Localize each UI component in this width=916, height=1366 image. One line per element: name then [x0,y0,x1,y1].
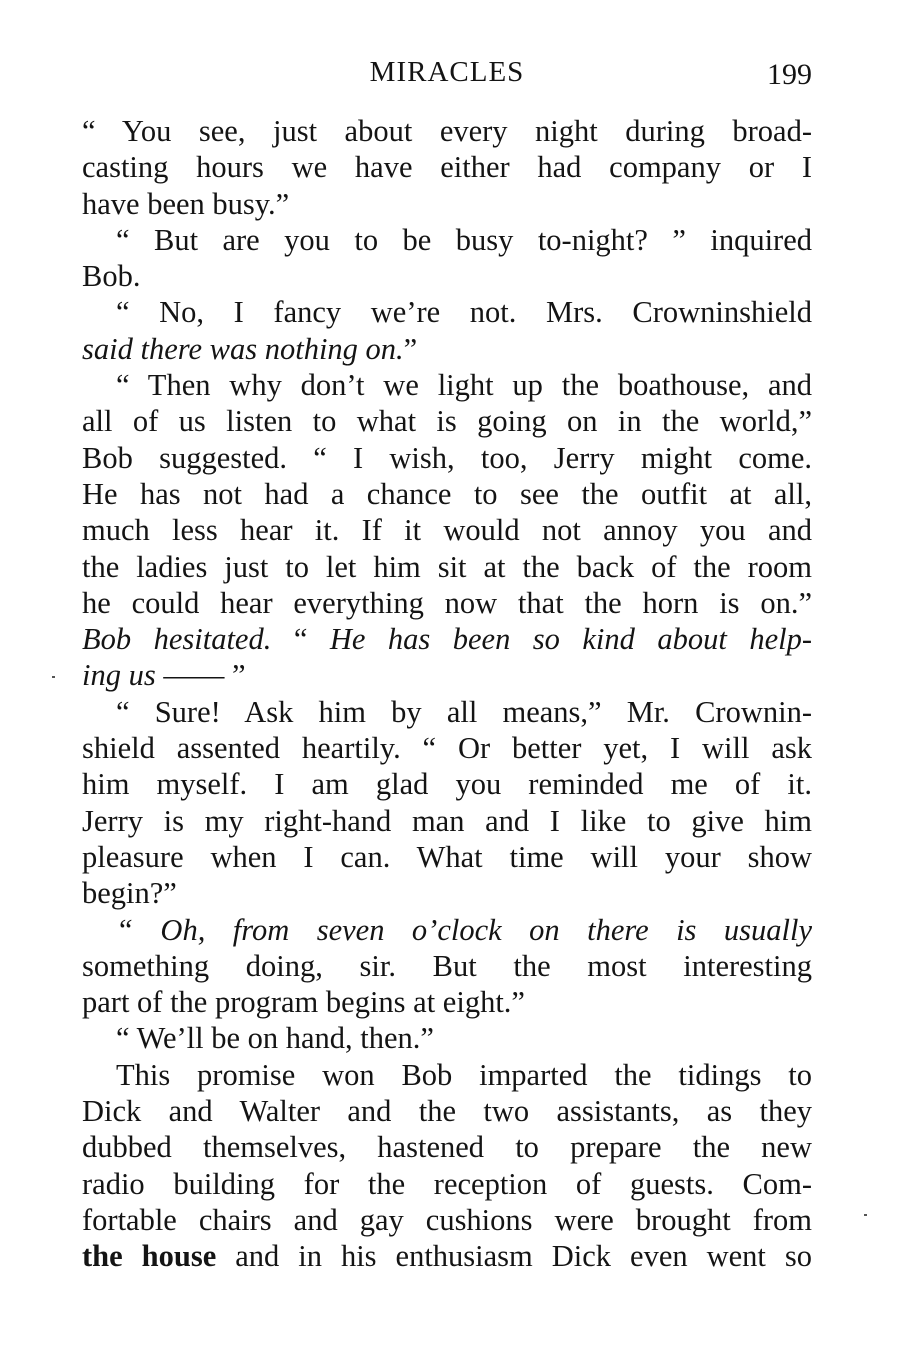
text-line: all of us listen to what is going on in the world,” [82,404,812,439]
text-line [82,1238,812,1274]
text-line: “ Then why don’t we light up the boathouse, and [116,368,812,403]
text-line: “ You see, just about every night during broad- [82,114,812,148]
text-line: the ladies just to let him sit at the back of the room [82,549,812,584]
line-remainder: and in his enthusiasm Dick even went so [216,1239,812,1274]
text-line: something doing, sir. But the most interesting [82,948,812,983]
page-number: 199 [767,58,812,91]
italic-phrase: He has been so kind about help- [329,622,813,657]
text-line: pleasure when I can. What time will your show [82,839,812,874]
text-line [82,331,812,367]
text-line: This promise won Bob imparted the tidings to [116,1057,812,1092]
italic-phrase: Bob hesitated. [82,622,272,657]
text-line: “ But are you to be busy to-night? ” inquired [116,222,812,257]
closing-quote: ” [403,331,418,366]
text-line [82,657,812,693]
text-line: “ No, I fancy we’re not. Mrs. Crowninshield [116,295,812,330]
text-line: “ Sure! Ask him by all means,” Mr. Crownin- [116,694,812,729]
bold-phrase: the house [82,1239,217,1274]
text-line: Jerry is my right-hand man and I like to give him [82,803,812,838]
running-head: MIRACLES [369,56,525,88]
text-line: part of the program begins at eight.” [82,985,525,1020]
text-line: Bob suggested. “ I wish, too, Jerry might come. [82,440,812,475]
text-line: “ Oh, from seven o’clock on there is usually [116,912,812,947]
text-line [82,621,812,657]
text-line: fortable chairs and gay cushions were brought from [82,1202,812,1237]
text-line: casting hours we have either had company or I [82,150,812,185]
text-line: Bob. [82,259,141,294]
text-line: radio building for the reception of guests. Com- [82,1166,812,1201]
text-line: dubbed themselves, hastened to prepare the new [82,1130,812,1165]
page-header [82,56,812,96]
text-line: He has not had a chance to see the outfit at all, [82,476,812,511]
italic-phrase: said there was nothing on. [82,331,404,366]
dash-quote: —— ” [155,658,246,693]
text-line: much less hear it. If it would not annoy you and [82,513,812,548]
body-text [82,113,812,1275]
text-line: “ We’ll be on hand, then.” [116,1021,434,1056]
stray-mark [864,1214,867,1216]
text-line: begin?” [82,876,177,911]
text-line: have been busy.” [82,186,290,221]
quote-mark: “ [271,622,330,657]
text-line: him myself. I am glad you reminded me of it. [82,767,812,802]
stray-mark [52,676,55,678]
text-line: Dick and Walter and the two assistants, as they [82,1094,812,1129]
text-line: shield assented heartily. “ Or better yet, I will ask [82,731,812,766]
text-line: he could hear everything now that the horn is on.” [82,585,812,620]
italic-phrase: ing us [82,658,156,693]
